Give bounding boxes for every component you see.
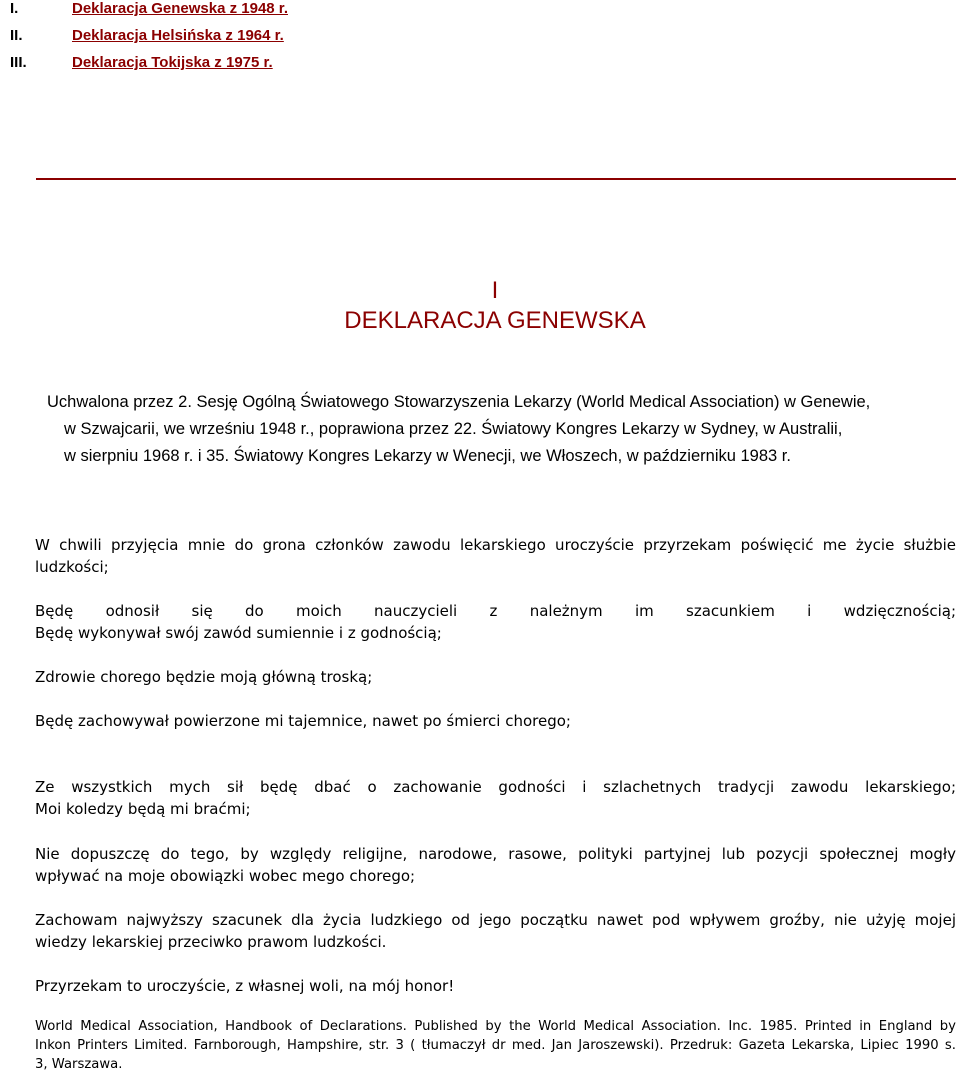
oath-line: Zdrowie chorego będzie moją główną troską; — [35, 668, 373, 686]
oath-paragraph-2 — [35, 600, 956, 644]
source-line: Inkon Printers Limited. Farnborough, Hampshire, str. 3 ( tłumaczył dr med. Jan Jaroszewski). Przedruk: Gazeta Lekarska, Lipiec 1990 s. — [35, 1038, 956, 1053]
oath-line: Nie dopuszczę do tego, by względy religijne, narodowe, rasowe, polityki partyjnej lub pozycji społecznej mogły — [35, 845, 956, 863]
oath-line: wpływać na moje obowiązki wobec mego chorego; — [35, 867, 416, 885]
oath-line: wiedzy lekarskiej przeciwko prawom ludzkości. — [35, 933, 387, 951]
toc-item-3[interactable] — [10, 54, 273, 72]
toc-link-geneva[interactable]: Deklaracja Genewska z 1948 r. — [72, 0, 288, 17]
oath-line: Będę odnosił się do moich nauczycieli z należnym im szacunkiem i wdzięcznością; — [35, 602, 956, 620]
oath-line: Zachowam najwyższy szacunek dla życia ludzkiego od jego początku nawet pod wpływem groźby, nie użyję mojej — [35, 911, 956, 929]
source-line: 3, Warszawa. — [35, 1057, 123, 1072]
horizontal-divider — [36, 178, 956, 180]
section-title: DEKLARACJA GENEWSKA — [344, 307, 646, 334]
toc-item-2[interactable] — [10, 27, 284, 45]
oath-line: Ze wszystkich mych sił będę dbać o zachowanie godności i szlachetnych tradycji zawodu lekarskiego; — [35, 778, 956, 796]
oath-line: Będę wykonywał swój zawód sumiennie i z godnością; — [35, 624, 442, 642]
oath-paragraph-6 — [35, 843, 956, 887]
toc-item-1[interactable] — [10, 0, 288, 18]
oath-paragraph-5 — [35, 776, 956, 820]
toc-link-helsinki[interactable]: Deklaracja Helsińska z 1964 r. — [72, 27, 284, 44]
oath-line: Będę zachowywał powierzone mi tajemnice, nawet po śmierci chorego; — [35, 712, 571, 730]
intro-line: Uchwalona przez 2. Sesję Ogólną Światowego Stowarzyszenia Lekarzy (World Medical Association) w Genewie, — [47, 393, 871, 411]
oath-paragraph-7 — [35, 909, 956, 953]
oath-paragraph-1 — [35, 534, 956, 578]
oath-paragraph-4 — [35, 710, 956, 732]
oath-line: W chwili przyjęcia mnie do grona członków zawodu lekarskiego uroczyście przyrzekam poświęcić me życie służbie — [35, 536, 956, 554]
source-line: World Medical Association, Handbook of Declarations. Published by the World Medical Association. Inc. 1985. Printed in England by — [35, 1019, 956, 1034]
oath-line: Moi koledzy będą mi braćmi; — [35, 800, 251, 818]
toc-number: I. — [10, 0, 19, 17]
oath-paragraph-3 — [35, 666, 956, 688]
toc-link-tokyo[interactable]: Deklaracja Tokijska z 1975 r. — [72, 54, 273, 71]
oath-paragraph-8 — [35, 975, 956, 997]
oath-line: ludzkości; — [35, 558, 109, 576]
intro-line: w sierpniu 1968 r. i 35. Światowy Kongres Lekarzy w Wenecji, we Włoszech, w październiku 1983 r. — [64, 447, 791, 465]
oath-line: Przyrzekam to uroczyście, z własnej woli, na mój honor! — [35, 977, 455, 995]
toc-number: II. — [10, 27, 23, 44]
intro-paragraph — [47, 389, 952, 470]
intro-line: w Szwajcarii, we wrześniu 1948 r., poprawiona przez 22. Światowy Kongres Lekarzy w Sydney, w Australii, — [64, 420, 843, 438]
section-numeral: I — [491, 277, 499, 304]
source-note — [35, 1017, 956, 1074]
toc-number: III. — [10, 54, 27, 71]
